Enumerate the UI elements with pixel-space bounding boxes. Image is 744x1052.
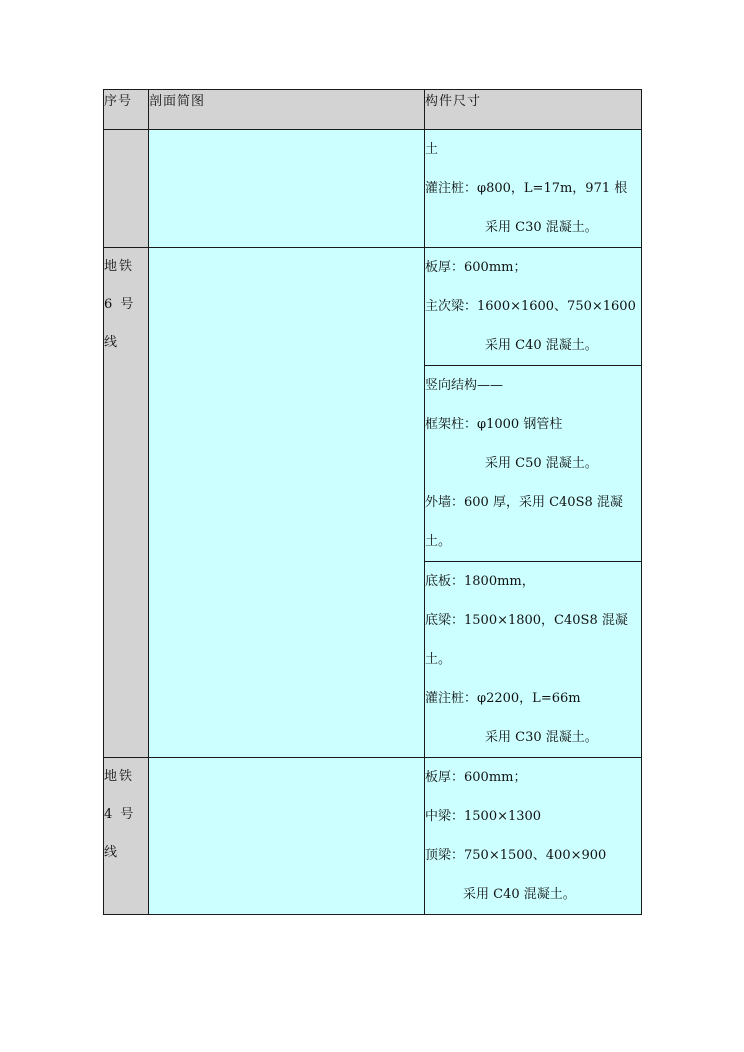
section-sketch-cell [149, 758, 425, 915]
section-sketch-cell [149, 130, 425, 248]
seq-text: 4 号 [104, 807, 136, 822]
member-size-cell [425, 366, 642, 562]
spec-line: 竖向结构—— [425, 378, 504, 393]
spec-line: 灌注桩：φ2200，L=66m [425, 691, 581, 706]
header-section-sketch: 剖面简图 [149, 90, 425, 130]
table-row-line4 [104, 758, 642, 915]
spec-line: 主次梁：1600×1600、750×1600 [425, 299, 636, 314]
spec-line: 土。 [425, 534, 452, 549]
member-size-cell [425, 130, 642, 248]
spec-line: 中梁：1500×1300 [425, 809, 542, 824]
spec-line: 采用 C40 混凝土。 [485, 338, 598, 353]
seq-text: 线 [104, 845, 120, 860]
member-size-cell [425, 562, 642, 758]
spec-line: 框架柱：φ1000 钢管柱 [425, 417, 563, 432]
table-row-line6-roof [104, 248, 642, 366]
spec-line: 顶梁：750×1500、400×900 [425, 848, 607, 863]
spec-line: 土。 [425, 652, 452, 667]
seq-text: 线 [104, 335, 120, 350]
section-sketch-cell [149, 248, 425, 758]
spec-line: 外墙：600 厚，采用 C40S8 混凝 [425, 495, 623, 510]
spec-line: 底板：1800mm， [425, 574, 535, 589]
seq-cell-line6 [104, 248, 149, 758]
spec-line: 板厚：600mm； [425, 770, 527, 785]
spec-line: 采用 C30 混凝土。 [485, 220, 598, 235]
spec-line: 灌注桩：φ800，L=17m，971 根 [425, 181, 628, 196]
seq-text: 6 号 [104, 297, 136, 312]
seq-text: 地铁 [104, 259, 135, 274]
spec-line: 采用 C50 混凝土。 [485, 456, 598, 471]
table-header-row [104, 90, 642, 130]
spec-line: 板厚：600mm； [425, 260, 527, 275]
seq-cell-empty [104, 130, 149, 248]
header-seq: 序号 [104, 90, 149, 130]
member-size-cell [425, 248, 642, 366]
spec-line: 土 [425, 142, 439, 157]
header-member-size: 构件尺寸 [425, 90, 642, 130]
structure-spec-table [103, 89, 642, 915]
seq-text: 地铁 [104, 769, 135, 784]
table-row-continued [104, 130, 642, 248]
spec-line: 采用 C40 混凝土。 [463, 887, 576, 902]
spec-line: 底梁：1500×1800，C40S8 混凝 [425, 613, 628, 628]
spec-line: 采用 C30 混凝土。 [485, 730, 598, 745]
member-size-cell [425, 758, 642, 915]
seq-cell-line4 [104, 758, 149, 915]
